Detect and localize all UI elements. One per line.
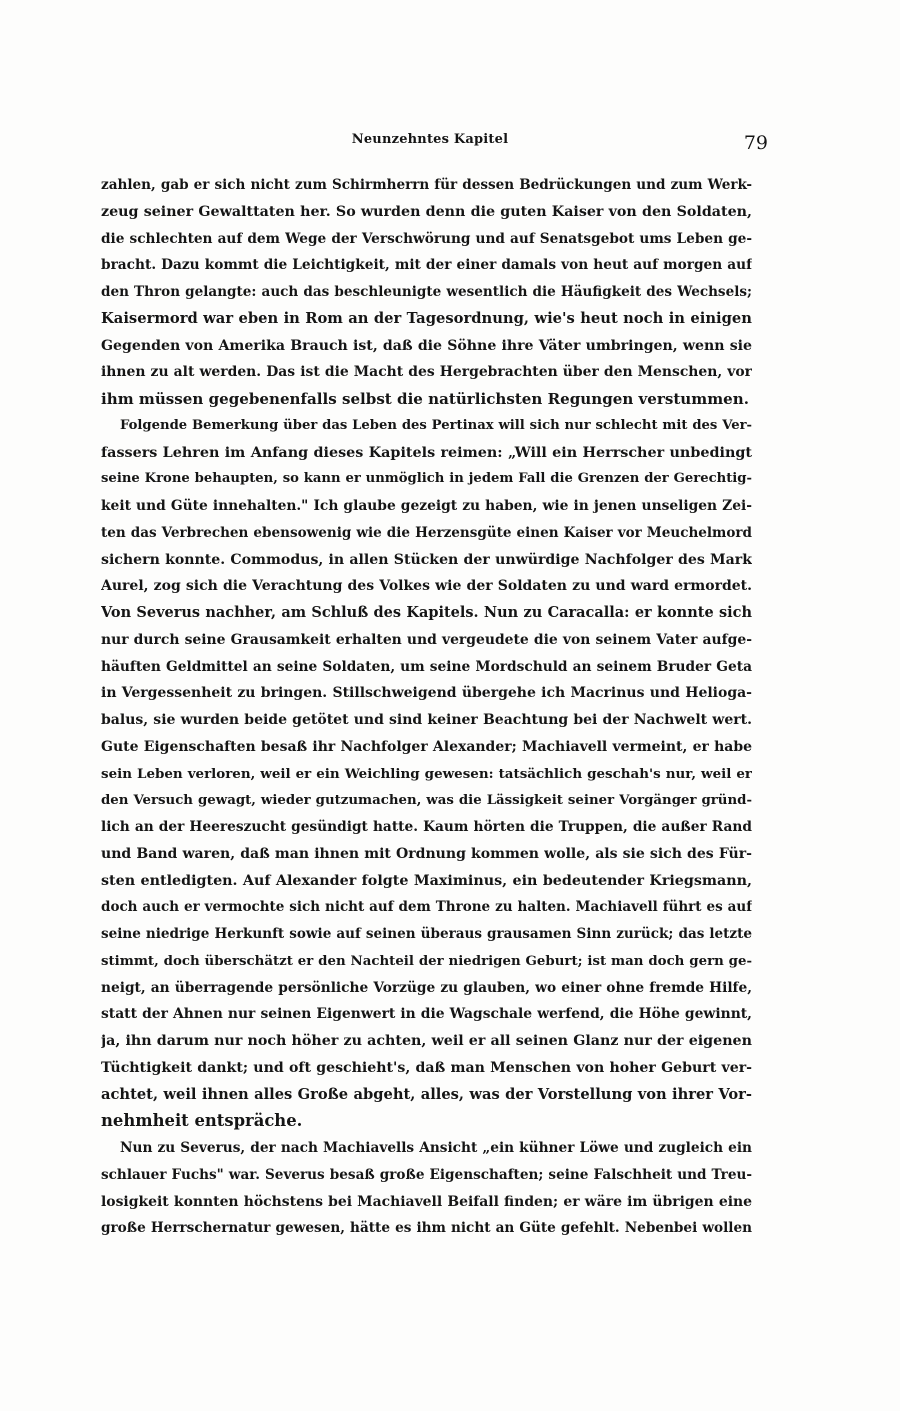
text-line: neigt, an überragende persönliche Vorzüge zu glauben, wo einer ohne fremde Hilfe, — [101, 979, 752, 996]
text-line: sten entledigten. Auf Alexander folgte Maximinus, ein bedeutender Kriegsmann, — [101, 872, 752, 889]
text-line: stimmt, doch überschätzt er den Nachteil der niedrigen Geburt; ist man doch gern ge- — [101, 952, 752, 969]
text-line: sichern konnte. Commodus, in allen Stücken der unwürdige Nachfolger des Mark — [101, 551, 752, 568]
text-line: Aurel, zog sich die Verachtung des Volkes wie der Soldaten zu und ward ermordet. — [101, 578, 752, 595]
text-line: lich an der Heereszucht gesündigt hatte. Kaum hörten die Truppen, die außer Rand — [101, 819, 752, 835]
text-line: in Vergessenheit zu bringen. Stillschweigend übergehe ich Macrinus und Helioga- — [101, 685, 752, 702]
text-line: häuften Geldmittel an seine Soldaten, um seine Mordschuld an seinem Bruder Geta — [101, 658, 752, 675]
text-line: Kaisermord war eben in Rom an der Tagesordnung, wie's heut noch in einigen — [101, 309, 752, 327]
text-line: Tüchtigkeit dankt; und oft geschieht's, daß man Menschen von hoher Geburt ver- — [101, 1059, 752, 1076]
text-line: und Band waren, daß man ihnen mit Ordnung kommen wolle, als sie sich des Für- — [101, 845, 752, 862]
text-line: doch auch er vermochte sich nicht auf dem Throne zu halten. Machiavell führt es auf — [101, 899, 752, 916]
text-line: große Herrschernatur gewesen, hätte es ihm nicht an Güte gefehlt. Nebenbei wollen — [101, 1220, 752, 1237]
text-line: Gegenden von Amerika Brauch ist, daß die Söhne ihre Väter umbringen, wenn sie — [101, 337, 752, 354]
text-line: sein Leben verloren, weil er ein Weichling gewesen: tatsächlich geschah's nur, weil er — [101, 765, 752, 782]
text-line: achtet, weil ihnen alles Große abgeht, alles, was der Vorstellung von ihrer Vor- — [101, 1085, 752, 1103]
text-line: balus, sie wurden beide getötet und sind keiner Beachtung bei der Nachwelt wert. — [101, 712, 752, 728]
text-line: ihm müssen gegebenenfalls selbst die natürlichsten Regungen verstummen. — [101, 390, 749, 408]
text-line: seine niedrige Herkunft sowie auf seinen überaus grausamen Sinn zurück; das letzte — [101, 926, 752, 942]
text-line: die schlechten auf dem Wege der Verschwörung und auf Senatsgebot ums Leben ge- — [101, 230, 752, 247]
body-text — [101, 172, 752, 1242]
text-line: fassers Lehren im Anfang dieses Kapitels reimen: „Will ein Herrscher unbedingt — [101, 444, 752, 461]
text-line: den Thron gelangte: auch das beschleunigte wesentlich die Häufigkeit des Wechsels; — [101, 284, 752, 300]
text-line: ihnen zu alt werden. Das ist die Macht des Hergebrachten über den Menschen, vor — [101, 364, 752, 381]
text-line: ja, ihn darum nur noch höher zu achten, weil er all seinen Glanz nur der eigenen — [101, 1033, 752, 1049]
page-number: 79 — [743, 132, 768, 154]
text-line: Folgende Bemerkung über das Leben des Pertinax will sich nur schlecht mit des Ver- — [120, 417, 752, 433]
text-line: nur durch seine Grausamkeit erhalten und vergeudete die von seinem Vater aufge- — [101, 631, 752, 648]
running-head: Neunzehntes Kapitel — [351, 132, 509, 147]
text-line: schlauer Fuchs" war. Severus besaß große Eigenschaften; seine Falschheit und Treu- — [101, 1166, 752, 1183]
text-line: den Versuch gewagt, wieder gutzumachen, was die Lässigkeit seiner Vorgänger gründ- — [101, 792, 752, 809]
text-line: seine Krone behaupten, so kann er unmöglich in jedem Fall die Grenzen der Gerechtig- — [101, 471, 752, 487]
text-line: Gute Eigenschaften besaß ihr Nachfolger Alexander; Machiavell vermeint, er habe — [101, 738, 752, 755]
text-line: zeug seiner Gewalttaten her. So wurden denn die guten Kaiser von den Soldaten, — [101, 203, 752, 220]
text-line: ten das Verbrechen ebensowenig wie die Herzensgüte einen Kaiser vor Meuchelmord — [101, 524, 752, 541]
text-line: Nun zu Severus, der nach Machiavells Ansicht „ein kühner Löwe und zugleich ein — [120, 1140, 752, 1156]
text-line: keit und Güte innehalten." Ich glaube gezeigt zu haben, wie in jenen unseligen Zei- — [101, 498, 752, 514]
text-line: zahlen, gab er sich nicht zum Schirmherrn für dessen Bedrückungen und zum Werk- — [101, 177, 752, 193]
text-line: nehmheit entspräche. — [101, 1111, 303, 1131]
text-line: Von Severus nachher, am Schluß des Kapitels. Nun zu Caracalla: er konnte sich — [101, 604, 752, 621]
text-line: losigkeit konnten höchstens bei Machiavell Beifall finden; er wäre im übrigen eine — [101, 1193, 752, 1210]
text-line: statt der Ahnen nur seinen Eigenwert in die Wagschale werfend, die Höhe gewinnt, — [101, 1006, 752, 1023]
text-line: bracht. Dazu kommt die Leichtigkeit, mit der einer damals von heut auf morgen auf — [101, 257, 752, 274]
